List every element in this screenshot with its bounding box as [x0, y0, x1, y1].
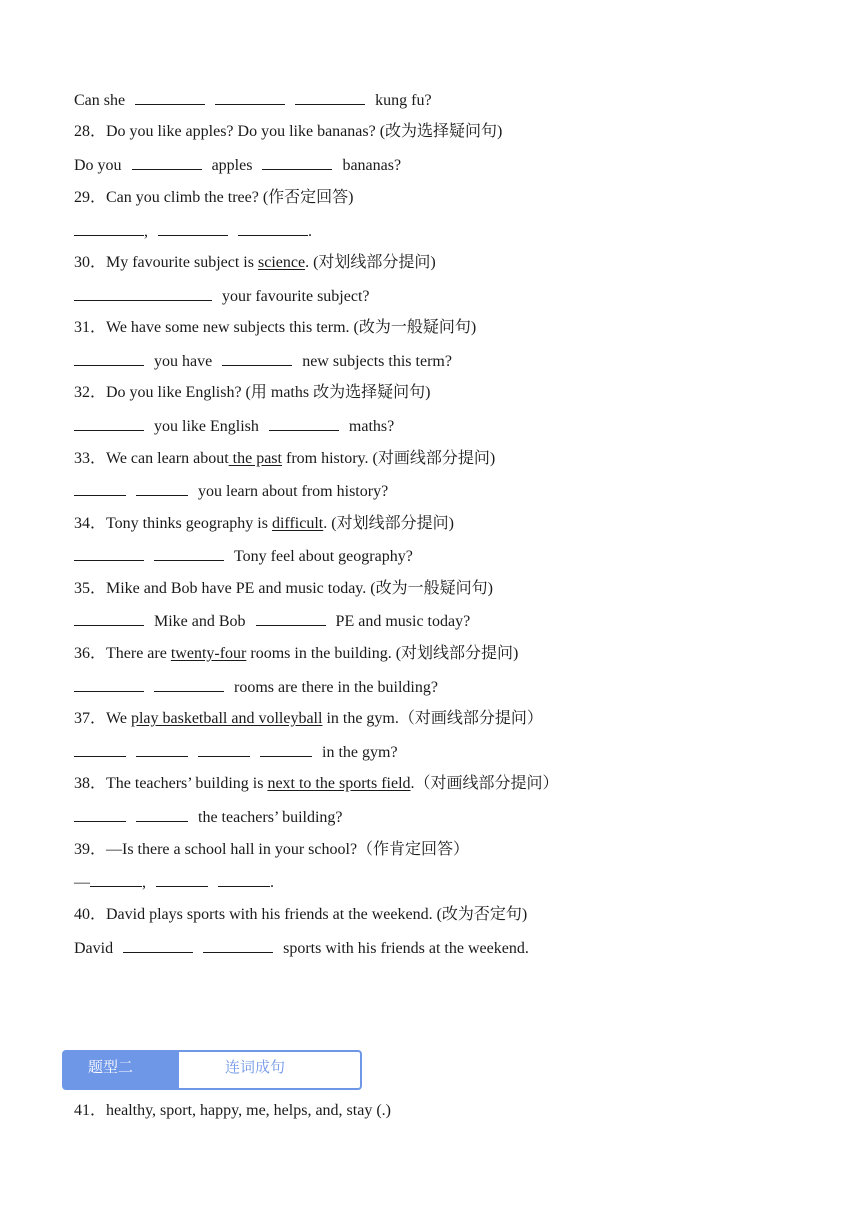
line-text: —	[74, 874, 90, 891]
underlined-text: next to the sports field	[267, 775, 411, 792]
answer-blank[interactable]	[262, 155, 332, 170]
worksheet-line	[74, 742, 398, 763]
answer-blank[interactable]	[74, 286, 212, 301]
answer-blank[interactable]	[154, 677, 224, 692]
worksheet-line	[74, 122, 502, 142]
line-text: 31．We have some new subjects this term. (改为一般疑问句)	[74, 319, 477, 336]
answer-blank[interactable]	[74, 546, 144, 561]
line-text: apples	[211, 157, 253, 174]
worksheet-line	[74, 807, 343, 828]
line-text: 35．Mike and Bob have PE and music today. (改为一般疑问句)	[74, 580, 493, 597]
line-text: 39．—Is there a school hall in your school?（作肯定回答）	[74, 841, 470, 858]
line-text: from history. (对画线部分提问)	[281, 450, 496, 467]
line-text: 29．Can you climb the tree? (作否定回答)	[74, 189, 354, 206]
line-text: Do you	[74, 157, 122, 174]
answer-blank[interactable]	[74, 677, 144, 692]
answer-blank[interactable]	[260, 742, 312, 757]
line-text: . (对划线部分提问)	[323, 515, 454, 532]
answer-blank[interactable]	[90, 872, 142, 887]
line-text: new subjects this term?	[302, 353, 452, 370]
line-text: in the gym.（对画线部分提问）	[322, 710, 543, 727]
worksheet-line	[74, 416, 394, 437]
answer-blank[interactable]	[238, 221, 308, 236]
answer-blank[interactable]	[74, 221, 144, 236]
section-header	[62, 1050, 362, 1090]
answer-blank[interactable]	[154, 546, 224, 561]
underlined-text: difficult	[271, 515, 324, 532]
answer-blank[interactable]	[158, 221, 228, 236]
worksheet-line	[74, 872, 274, 893]
line-text: 38．The teachers’ building is	[74, 775, 268, 792]
worksheet-line	[74, 481, 388, 502]
line-text: you learn about from history?	[198, 483, 389, 500]
line-text: your favourite subject?	[222, 288, 370, 305]
worksheet-line	[74, 709, 543, 729]
answer-blank[interactable]	[132, 155, 202, 170]
section-title: 连词成句	[225, 1058, 286, 1076]
line-text: Mike and Bob	[154, 613, 246, 630]
line-text: 32．Do you like English? (用 maths 改为选择疑问句)	[74, 384, 431, 401]
answer-blank[interactable]	[215, 90, 285, 105]
worksheet-line	[74, 449, 495, 469]
worksheet-line	[74, 221, 312, 242]
answer-blank[interactable]	[74, 416, 144, 431]
worksheet-line	[74, 546, 413, 567]
worksheet-line	[74, 351, 452, 372]
line-text: PE and music today?	[335, 613, 471, 630]
line-text: ,	[142, 874, 146, 891]
answer-blank[interactable]	[198, 742, 250, 757]
line-text: 28．Do you like apples? Do you like bananas? (改为选择疑问句)	[74, 123, 503, 140]
answer-blank[interactable]	[74, 611, 144, 626]
line-text: .	[270, 874, 274, 891]
worksheet-line	[74, 188, 354, 208]
answer-blank[interactable]	[256, 611, 326, 626]
line-text: Tony feel about geography?	[234, 548, 413, 565]
answer-blank[interactable]	[218, 872, 270, 887]
line-text: 34．Tony thinks geography is	[74, 515, 272, 532]
line-text: 40．David plays sports with his friends at the weekend. (改为否定句)	[74, 906, 528, 923]
worksheet-line	[74, 644, 518, 664]
line-text: .	[308, 223, 312, 240]
worksheet-line	[74, 840, 469, 860]
answer-blank[interactable]	[123, 938, 193, 953]
answer-blank[interactable]	[135, 90, 205, 105]
answer-blank[interactable]	[136, 742, 188, 757]
line-text: bananas?	[342, 157, 402, 174]
underlined-text: twenty-four	[170, 645, 247, 662]
worksheet-line	[74, 514, 454, 534]
line-text: you like English	[154, 418, 259, 435]
answer-blank[interactable]	[74, 481, 126, 496]
line-text: rooms are there in the building?	[234, 679, 438, 696]
line-text: ,	[144, 223, 148, 240]
line-text: you have	[154, 353, 213, 370]
worksheet-line	[74, 253, 436, 273]
answer-blank[interactable]	[74, 351, 144, 366]
line-text: Can she	[74, 92, 126, 109]
answer-blank[interactable]	[295, 90, 365, 105]
underlined-text: the past	[228, 450, 282, 467]
underlined-text: play basketball and volleyball	[130, 710, 323, 727]
answer-blank[interactable]	[74, 807, 126, 822]
line-text: in the gym?	[322, 744, 398, 761]
line-text: rooms in the building. (对划线部分提问)	[246, 645, 519, 662]
line-text: 37．We	[74, 710, 131, 727]
section-tag: 题型二	[64, 1052, 179, 1088]
answer-blank[interactable]	[136, 807, 188, 822]
answer-blank[interactable]	[203, 938, 273, 953]
line-text: sports with his friends at the weekend.	[283, 940, 529, 957]
line-text: kung fu?	[375, 92, 432, 109]
worksheet-line	[74, 318, 476, 338]
worksheet-line	[74, 905, 527, 925]
line-text: the teachers’ building?	[198, 809, 343, 826]
line-text: .（对画线部分提问）	[410, 775, 559, 792]
line-text: David	[74, 940, 114, 957]
worksheet-line	[74, 286, 370, 307]
line-text: maths?	[348, 418, 395, 435]
worksheet-line	[74, 90, 432, 111]
answer-blank[interactable]	[136, 481, 188, 496]
answer-blank[interactable]	[156, 872, 208, 887]
answer-blank[interactable]	[269, 416, 339, 431]
answer-blank[interactable]	[222, 351, 292, 366]
line-text: 36．There are	[74, 645, 171, 662]
question-41: 41．healthy, sport, happy, me, helps, and, stay (.)	[74, 1102, 391, 1119]
worksheet-line	[74, 155, 401, 176]
line-text: 33．We can learn about	[74, 450, 229, 467]
line-text: . (对划线部分提问)	[305, 254, 436, 271]
worksheet-line	[74, 774, 559, 794]
line-text: 30．My favourite subject is	[74, 254, 258, 271]
answer-blank[interactable]	[74, 742, 126, 757]
worksheet-line	[74, 611, 470, 632]
worksheet-line	[74, 938, 529, 959]
worksheet-line	[74, 677, 438, 698]
worksheet-line	[74, 383, 430, 403]
underlined-text: science	[257, 254, 306, 271]
worksheet-line	[74, 579, 493, 599]
